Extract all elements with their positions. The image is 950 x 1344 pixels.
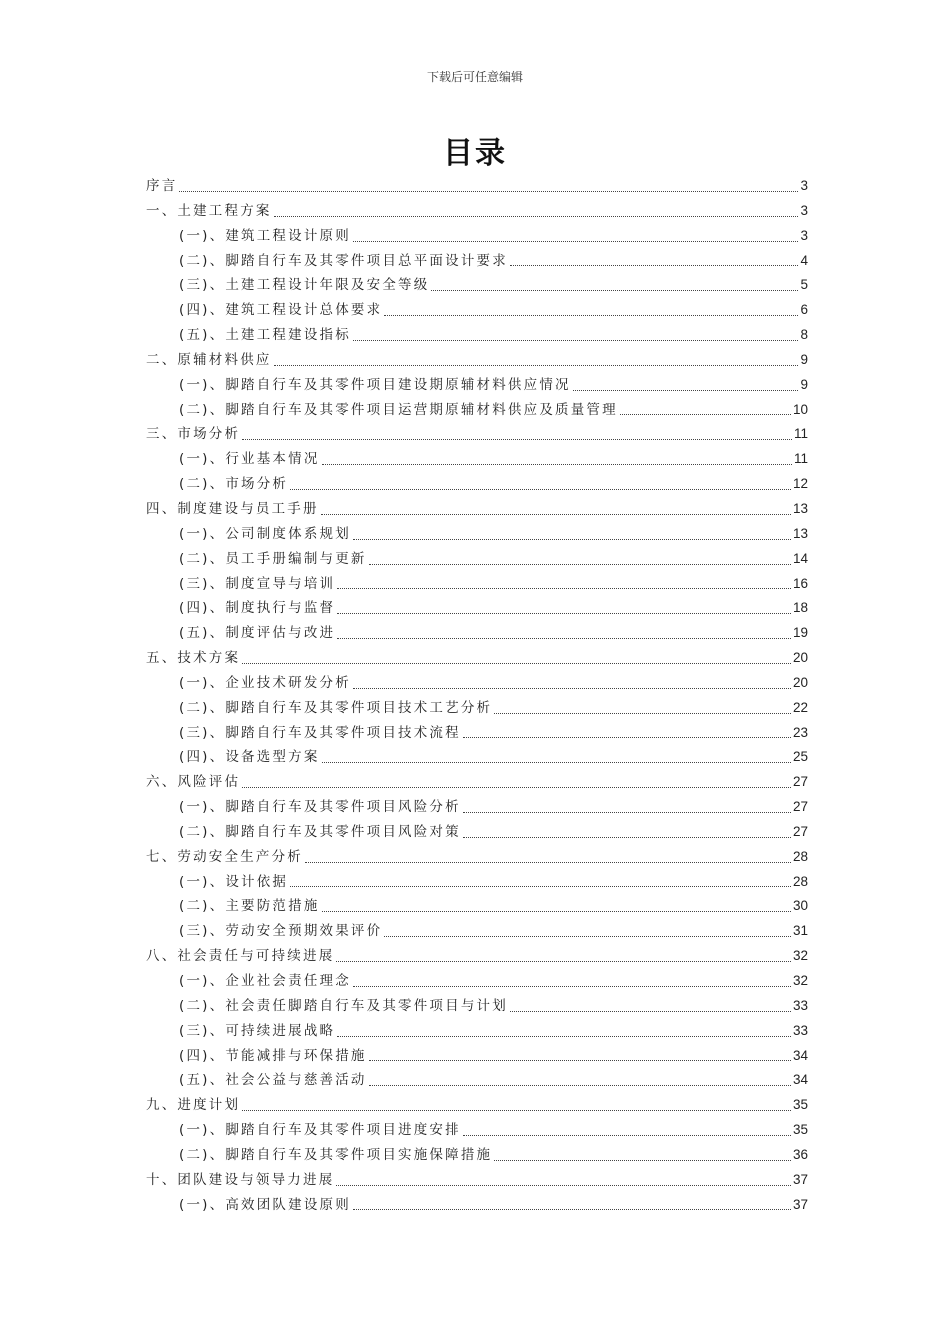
toc-entry[interactable] bbox=[146, 1168, 808, 1193]
toc-dot-leader bbox=[510, 1011, 791, 1012]
toc-entry-label: (一)、脚踏自行车及其零件项目进度安排 bbox=[179, 1122, 461, 1139]
toc-entry-label: (四)、建筑工程设计总体要求 bbox=[179, 302, 383, 319]
toc-dot-leader bbox=[274, 365, 799, 366]
toc-entry-page: 33 bbox=[792, 997, 808, 1013]
toc-entry[interactable] bbox=[146, 224, 808, 249]
toc-entry-label: 六、风险评估 bbox=[146, 774, 241, 791]
toc-dot-leader bbox=[369, 1085, 791, 1086]
toc-title: 目录 bbox=[443, 136, 507, 171]
toc-entry-page: 35 bbox=[792, 1097, 808, 1113]
toc-entry-label: 一、土建工程方案 bbox=[146, 202, 272, 219]
toc-entry[interactable] bbox=[146, 273, 808, 298]
toc-dot-leader bbox=[494, 1160, 791, 1161]
toc-entry[interactable] bbox=[146, 547, 808, 572]
toc-dot-leader bbox=[353, 986, 791, 987]
toc-dot-leader bbox=[620, 414, 791, 415]
header-note: 下载后可任意编辑 bbox=[426, 70, 523, 84]
toc-entry-page: 25 bbox=[792, 749, 808, 765]
toc-dot-leader bbox=[369, 564, 791, 565]
toc-entry-page: 12 bbox=[792, 476, 808, 492]
toc-entry-label: (五)、社会公益与慈善活动 bbox=[179, 1072, 367, 1089]
toc-entry[interactable] bbox=[146, 373, 808, 398]
toc-dot-leader bbox=[463, 1135, 791, 1136]
toc-entry-label: (二)、脚踏自行车及其零件项目技术工艺分析 bbox=[179, 699, 493, 716]
toc-entry-label: (二)、市场分析 bbox=[179, 476, 289, 493]
toc-dot-leader bbox=[353, 688, 791, 689]
toc-entry-label: (一)、公司制度体系规划 bbox=[179, 525, 351, 542]
toc-entry-label: 四、制度建设与员工手册 bbox=[146, 500, 319, 517]
toc-entry-page: 27 bbox=[792, 774, 808, 790]
toc-dot-leader bbox=[322, 464, 792, 465]
toc-entry-label: (三)、土建工程设计年限及安全等级 bbox=[179, 277, 430, 294]
toc-dot-leader bbox=[336, 961, 791, 962]
toc-entry-page: 3 bbox=[800, 178, 808, 193]
toc-entry-page: 30 bbox=[792, 898, 808, 914]
toc-entry-page: 37 bbox=[792, 1171, 808, 1187]
toc-dot-leader bbox=[179, 191, 798, 192]
toc-entry-page: 3 bbox=[800, 202, 808, 218]
toc-entry-page: 6 bbox=[800, 302, 808, 318]
toc-entry-page: 14 bbox=[792, 550, 808, 566]
toc-entry[interactable] bbox=[146, 1093, 808, 1118]
toc-entry-label: (一)、高效团队建设原则 bbox=[179, 1196, 351, 1213]
toc-entry-page: 34 bbox=[792, 1072, 808, 1088]
toc-entry-label: (三)、制度宣导与培训 bbox=[179, 575, 336, 592]
toc-dot-leader bbox=[573, 390, 799, 391]
toc-entry[interactable] bbox=[146, 522, 808, 547]
toc-entry-label: (二)、员工手册编制与更新 bbox=[179, 550, 367, 567]
toc-entry-label: (一)、设计依据 bbox=[179, 873, 289, 890]
toc-entry-page: 20 bbox=[792, 650, 808, 666]
toc-entry[interactable] bbox=[146, 1068, 808, 1093]
toc-entry-page: 11 bbox=[793, 451, 808, 467]
toc-dot-leader bbox=[305, 862, 791, 863]
toc-entry-page: 4 bbox=[800, 252, 808, 268]
toc-dot-leader bbox=[337, 588, 791, 589]
toc-dot-leader bbox=[290, 886, 791, 887]
toc-entry-label: 三、市场分析 bbox=[146, 426, 241, 443]
toc-entry[interactable] bbox=[146, 174, 808, 199]
toc-entry[interactable] bbox=[146, 199, 808, 224]
toc-entry[interactable] bbox=[146, 1118, 808, 1143]
toc-entry[interactable] bbox=[146, 398, 808, 423]
toc-entry[interactable] bbox=[146, 1193, 808, 1218]
toc-entry[interactable] bbox=[146, 249, 808, 274]
toc-entry-label: (四)、制度执行与监督 bbox=[179, 600, 336, 617]
toc-dot-leader bbox=[242, 663, 791, 664]
toc-entry-label: (三)、脚踏自行车及其零件项目技术流程 bbox=[179, 724, 461, 741]
toc-entry[interactable] bbox=[146, 596, 808, 621]
toc-dot-leader bbox=[242, 787, 791, 788]
toc-entry-page: 10 bbox=[792, 401, 808, 417]
toc-entry[interactable] bbox=[146, 472, 808, 497]
toc-entry-page: 5 bbox=[800, 277, 808, 293]
toc-entry-label: (三)、可持续进展战略 bbox=[179, 1022, 336, 1039]
toc-entry-page: 9 bbox=[800, 376, 808, 392]
toc-entry[interactable] bbox=[146, 944, 808, 969]
toc-entry-label: (二)、脚踏自行车及其零件项目风险对策 bbox=[179, 823, 461, 840]
toc-dot-leader bbox=[353, 241, 799, 242]
toc-entry-page: 18 bbox=[792, 600, 808, 616]
toc-entry[interactable] bbox=[146, 671, 808, 696]
toc-entry-label: 序言 bbox=[146, 178, 178, 194]
toc-entry-label: (二)、脚踏自行车及其零件项目实施保障措施 bbox=[179, 1146, 493, 1163]
toc-entry-label: (三)、劳动安全预期效果评价 bbox=[179, 923, 383, 940]
toc-entry-page: 9 bbox=[800, 351, 808, 367]
toc-entry-page: 11 bbox=[793, 426, 808, 442]
toc-entry-label: (四)、设备选型方案 bbox=[179, 749, 320, 766]
toc-entry-label: 二、原辅材料供应 bbox=[146, 351, 272, 368]
toc-entry[interactable] bbox=[146, 1019, 808, 1044]
toc-dot-leader bbox=[336, 1185, 791, 1186]
toc-entry-page: 16 bbox=[792, 575, 808, 591]
toc-entry-label: (一)、企业技术研发分析 bbox=[179, 674, 351, 691]
toc-entry[interactable] bbox=[146, 447, 808, 472]
toc-entry-page: 20 bbox=[792, 674, 808, 690]
toc-entry-page: 27 bbox=[792, 799, 808, 815]
toc-dot-leader bbox=[337, 1036, 791, 1037]
toc-entry[interactable] bbox=[146, 820, 808, 845]
toc-entry[interactable] bbox=[146, 721, 808, 746]
toc-entry-page: 19 bbox=[792, 625, 808, 641]
toc-entry-page: 13 bbox=[792, 500, 808, 516]
toc-entry[interactable] bbox=[146, 696, 808, 721]
toc-entry[interactable] bbox=[146, 919, 808, 944]
toc-entry[interactable] bbox=[146, 795, 808, 820]
toc-dot-leader bbox=[322, 762, 791, 763]
toc-entry[interactable] bbox=[146, 348, 808, 373]
toc-entry[interactable] bbox=[146, 969, 808, 994]
toc-entry[interactable] bbox=[146, 994, 808, 1019]
toc-entry-page: 35 bbox=[792, 1122, 808, 1138]
toc-dot-leader bbox=[384, 315, 798, 316]
toc-entry-label: (一)、脚踏自行车及其零件项目风险分析 bbox=[179, 799, 461, 816]
toc-entry[interactable] bbox=[146, 572, 808, 597]
toc-entry-label: 十、团队建设与领导力进展 bbox=[146, 1171, 335, 1188]
toc-entry-page: 27 bbox=[792, 823, 808, 839]
toc-dot-leader bbox=[242, 1110, 791, 1111]
toc-entry-page: 34 bbox=[792, 1047, 808, 1063]
toc-dot-leader bbox=[431, 290, 798, 291]
toc-entry[interactable] bbox=[146, 497, 808, 522]
toc-dot-leader bbox=[369, 1060, 791, 1061]
toc-entry-page: 32 bbox=[792, 973, 808, 988]
toc-entry-label: (二)、脚踏自行车及其零件项目运营期原辅材料供应及质量管理 bbox=[179, 401, 618, 418]
toc-dot-leader bbox=[353, 1209, 791, 1210]
toc-entry-page: 3 bbox=[800, 227, 808, 243]
toc-dot-leader bbox=[322, 911, 791, 912]
toc-entry-label: 八、社会责任与可持续进展 bbox=[146, 948, 335, 965]
toc-entry-label: 九、进度计划 bbox=[146, 1097, 241, 1114]
toc-entry[interactable] bbox=[146, 323, 808, 348]
toc-dot-leader bbox=[384, 936, 791, 937]
toc-entry-page: 23 bbox=[792, 724, 808, 740]
toc-entry-label: (二)、脚踏自行车及其零件项目总平面设计要求 bbox=[179, 252, 508, 269]
toc-entry-page: 32 bbox=[792, 948, 808, 964]
toc-dot-leader bbox=[242, 439, 792, 440]
toc-dot-leader bbox=[463, 737, 791, 738]
toc-entry[interactable] bbox=[146, 1143, 808, 1168]
toc-entry-label: (二)、主要防范措施 bbox=[179, 898, 320, 915]
toc-dot-leader bbox=[494, 713, 791, 714]
toc-dot-leader bbox=[353, 539, 791, 540]
toc-dot-leader bbox=[510, 265, 799, 266]
toc-dot-leader bbox=[463, 837, 791, 838]
toc-entry[interactable] bbox=[146, 894, 808, 919]
toc-entry-label: 五、技术方案 bbox=[146, 650, 241, 667]
toc-entry[interactable] bbox=[146, 298, 808, 323]
toc-dot-leader bbox=[463, 812, 791, 813]
toc-entry[interactable] bbox=[146, 1044, 808, 1069]
toc-entry[interactable] bbox=[146, 422, 808, 447]
toc-entry-label: (一)、企业社会责任理念 bbox=[179, 973, 351, 989]
toc-entry-page: 31 bbox=[792, 923, 808, 939]
toc-entry[interactable] bbox=[146, 770, 808, 795]
toc-entry-label: (五)、制度评估与改进 bbox=[179, 625, 336, 642]
toc-entry[interactable] bbox=[146, 870, 808, 895]
toc-dot-leader bbox=[290, 489, 791, 490]
toc-entry[interactable] bbox=[146, 646, 808, 671]
toc-dot-leader bbox=[337, 638, 791, 639]
toc-entry-page: 28 bbox=[792, 848, 808, 864]
toc-entry-page: 22 bbox=[792, 699, 808, 715]
toc-dot-leader bbox=[353, 340, 799, 341]
toc-entry-page: 33 bbox=[792, 1022, 808, 1038]
toc-entry-label: (一)、行业基本情况 bbox=[179, 451, 320, 468]
toc-entry-label: (四)、节能减排与环保措施 bbox=[179, 1047, 367, 1064]
toc-entry[interactable] bbox=[146, 745, 808, 770]
toc-entry-page: 13 bbox=[792, 525, 808, 541]
toc-entry-label: (一)、建筑工程设计原则 bbox=[179, 227, 351, 244]
toc-entry-label: (一)、脚踏自行车及其零件项目建设期原辅材料供应情况 bbox=[179, 376, 571, 393]
toc-entry-page: 37 bbox=[792, 1196, 808, 1212]
toc-entry[interactable] bbox=[146, 845, 808, 870]
toc-dot-leader bbox=[337, 613, 791, 614]
toc-entry-label: (二)、社会责任脚踏自行车及其零件项目与计划 bbox=[179, 997, 508, 1014]
toc-entry-label: (五)、土建工程建设指标 bbox=[179, 327, 351, 344]
table-of-contents bbox=[146, 174, 808, 1217]
toc-dot-leader bbox=[321, 514, 791, 515]
toc-entry-page: 8 bbox=[800, 327, 808, 343]
toc-entry-label: 七、劳动安全生产分析 bbox=[146, 848, 303, 865]
toc-entry-page: 28 bbox=[792, 873, 808, 889]
toc-entry-page: 36 bbox=[792, 1146, 808, 1162]
toc-entry[interactable] bbox=[146, 621, 808, 646]
toc-dot-leader bbox=[274, 216, 799, 217]
